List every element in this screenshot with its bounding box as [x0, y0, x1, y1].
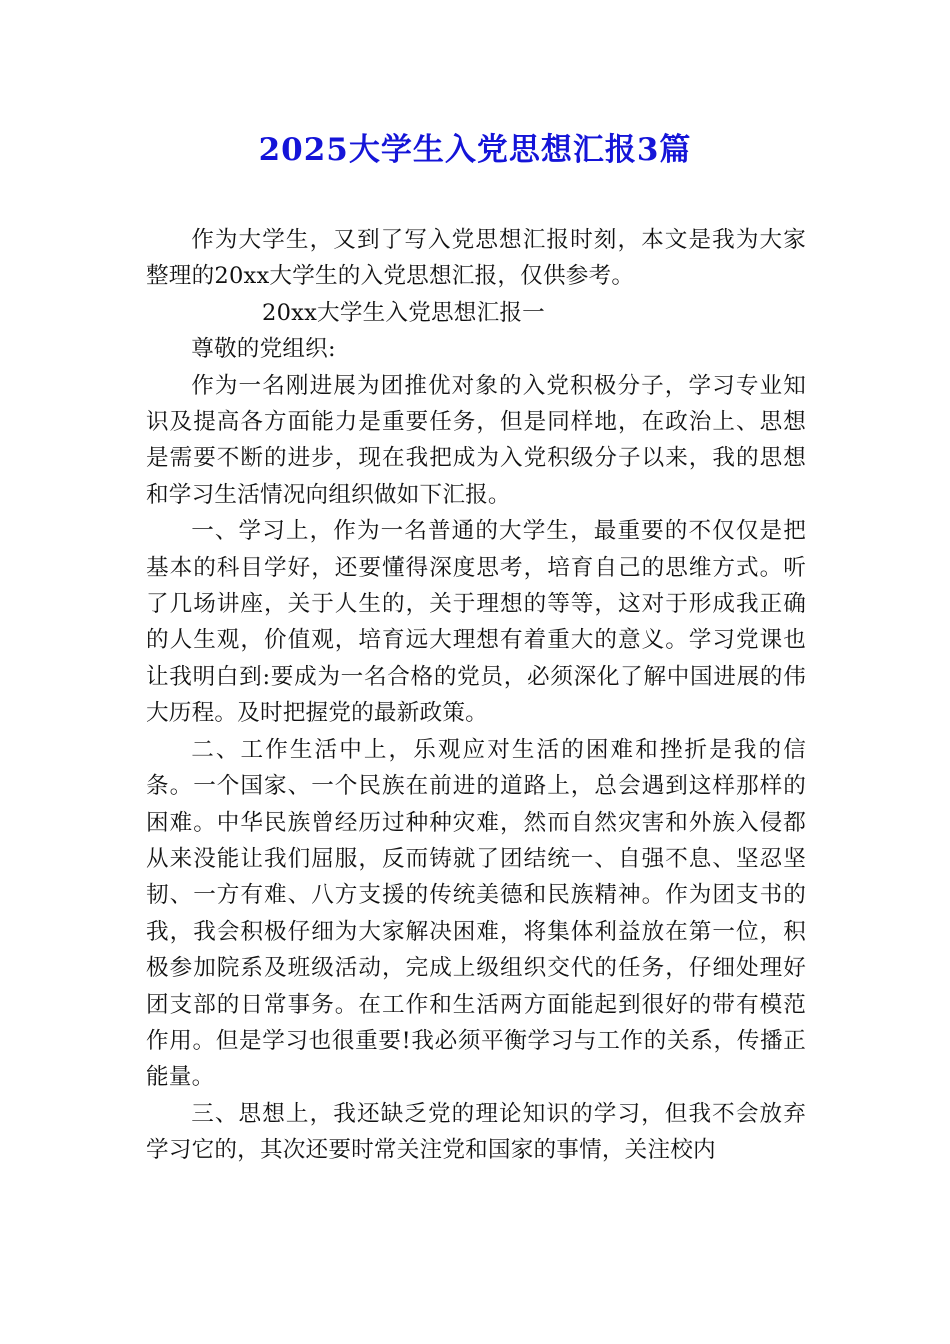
intro-paragraph: 作为大学生，又到了写入党思想汇报时刻，本文是我为大家整理的20xx大学生的入党思想汇报，仅供参考。 — [146, 227, 806, 290]
salutation: 尊敬的党组织: — [191, 336, 336, 363]
body-paragraph: 三、思想上，我还缺乏党的理论知识的学习，但我不会放弃学习它的，其次还要时常关注党和国家的事情，关注校内 — [146, 1100, 806, 1164]
body-paragraph: 二、工作生活中上，乐观应对生活的困难和挫折是我的信条。一个国家、一个民族在前进的道路上，总会遇到这样那样的困难。中华民族曾经历过种种灾难，然而自然灾害和外族入侵都从来没能让我们屈服，反而铸就了团结统一、自强不息、坚忍坚韧、一方有难、八方支援的传统美德和民族精神。作为团支书的我，我会积极仔细为大家解决困难，将集体利益放在第一位，积极参加院系及班级活动，完成上级组织交代的任务，仔细处理好团支部的日常事务。在工作和生活两方面能起到很好的带有模范作用。但是学习也很重要!我必须平衡学习与工作的关系，传播正能量。 — [146, 736, 806, 1091]
section-heading: 20xx大学生入党思想汇报一 — [262, 299, 545, 326]
document-body — [146, 222, 806, 1169]
body-paragraph: 作为一名刚进展为团推优对象的入党积极分子，学习专业知识及提高各方面能力是重要任务，但是同样地，在政治上、思想是需要不断的进步，现在我把成为入党积级分子以来，我的思想和学习生活情况向组织做如下汇报。 — [146, 372, 806, 508]
document-title: 2025大学生入党思想汇报3篇 — [258, 132, 692, 168]
body-paragraph: 一、学习上，作为一名普通的大学生，最重要的不仅仅是把基本的科目学好，还要懂得深度思考，培育自己的思维方式。听了几场讲座，关于人生的，关于理想的等等，这对于形成我正确的人生观，价值观，培育远大理想有着重大的意义。学习党课也让我明白到:要成为一名合格的党员，必须深化了解中国进展的伟大历程。及时把握党的最新政策。 — [146, 518, 806, 727]
